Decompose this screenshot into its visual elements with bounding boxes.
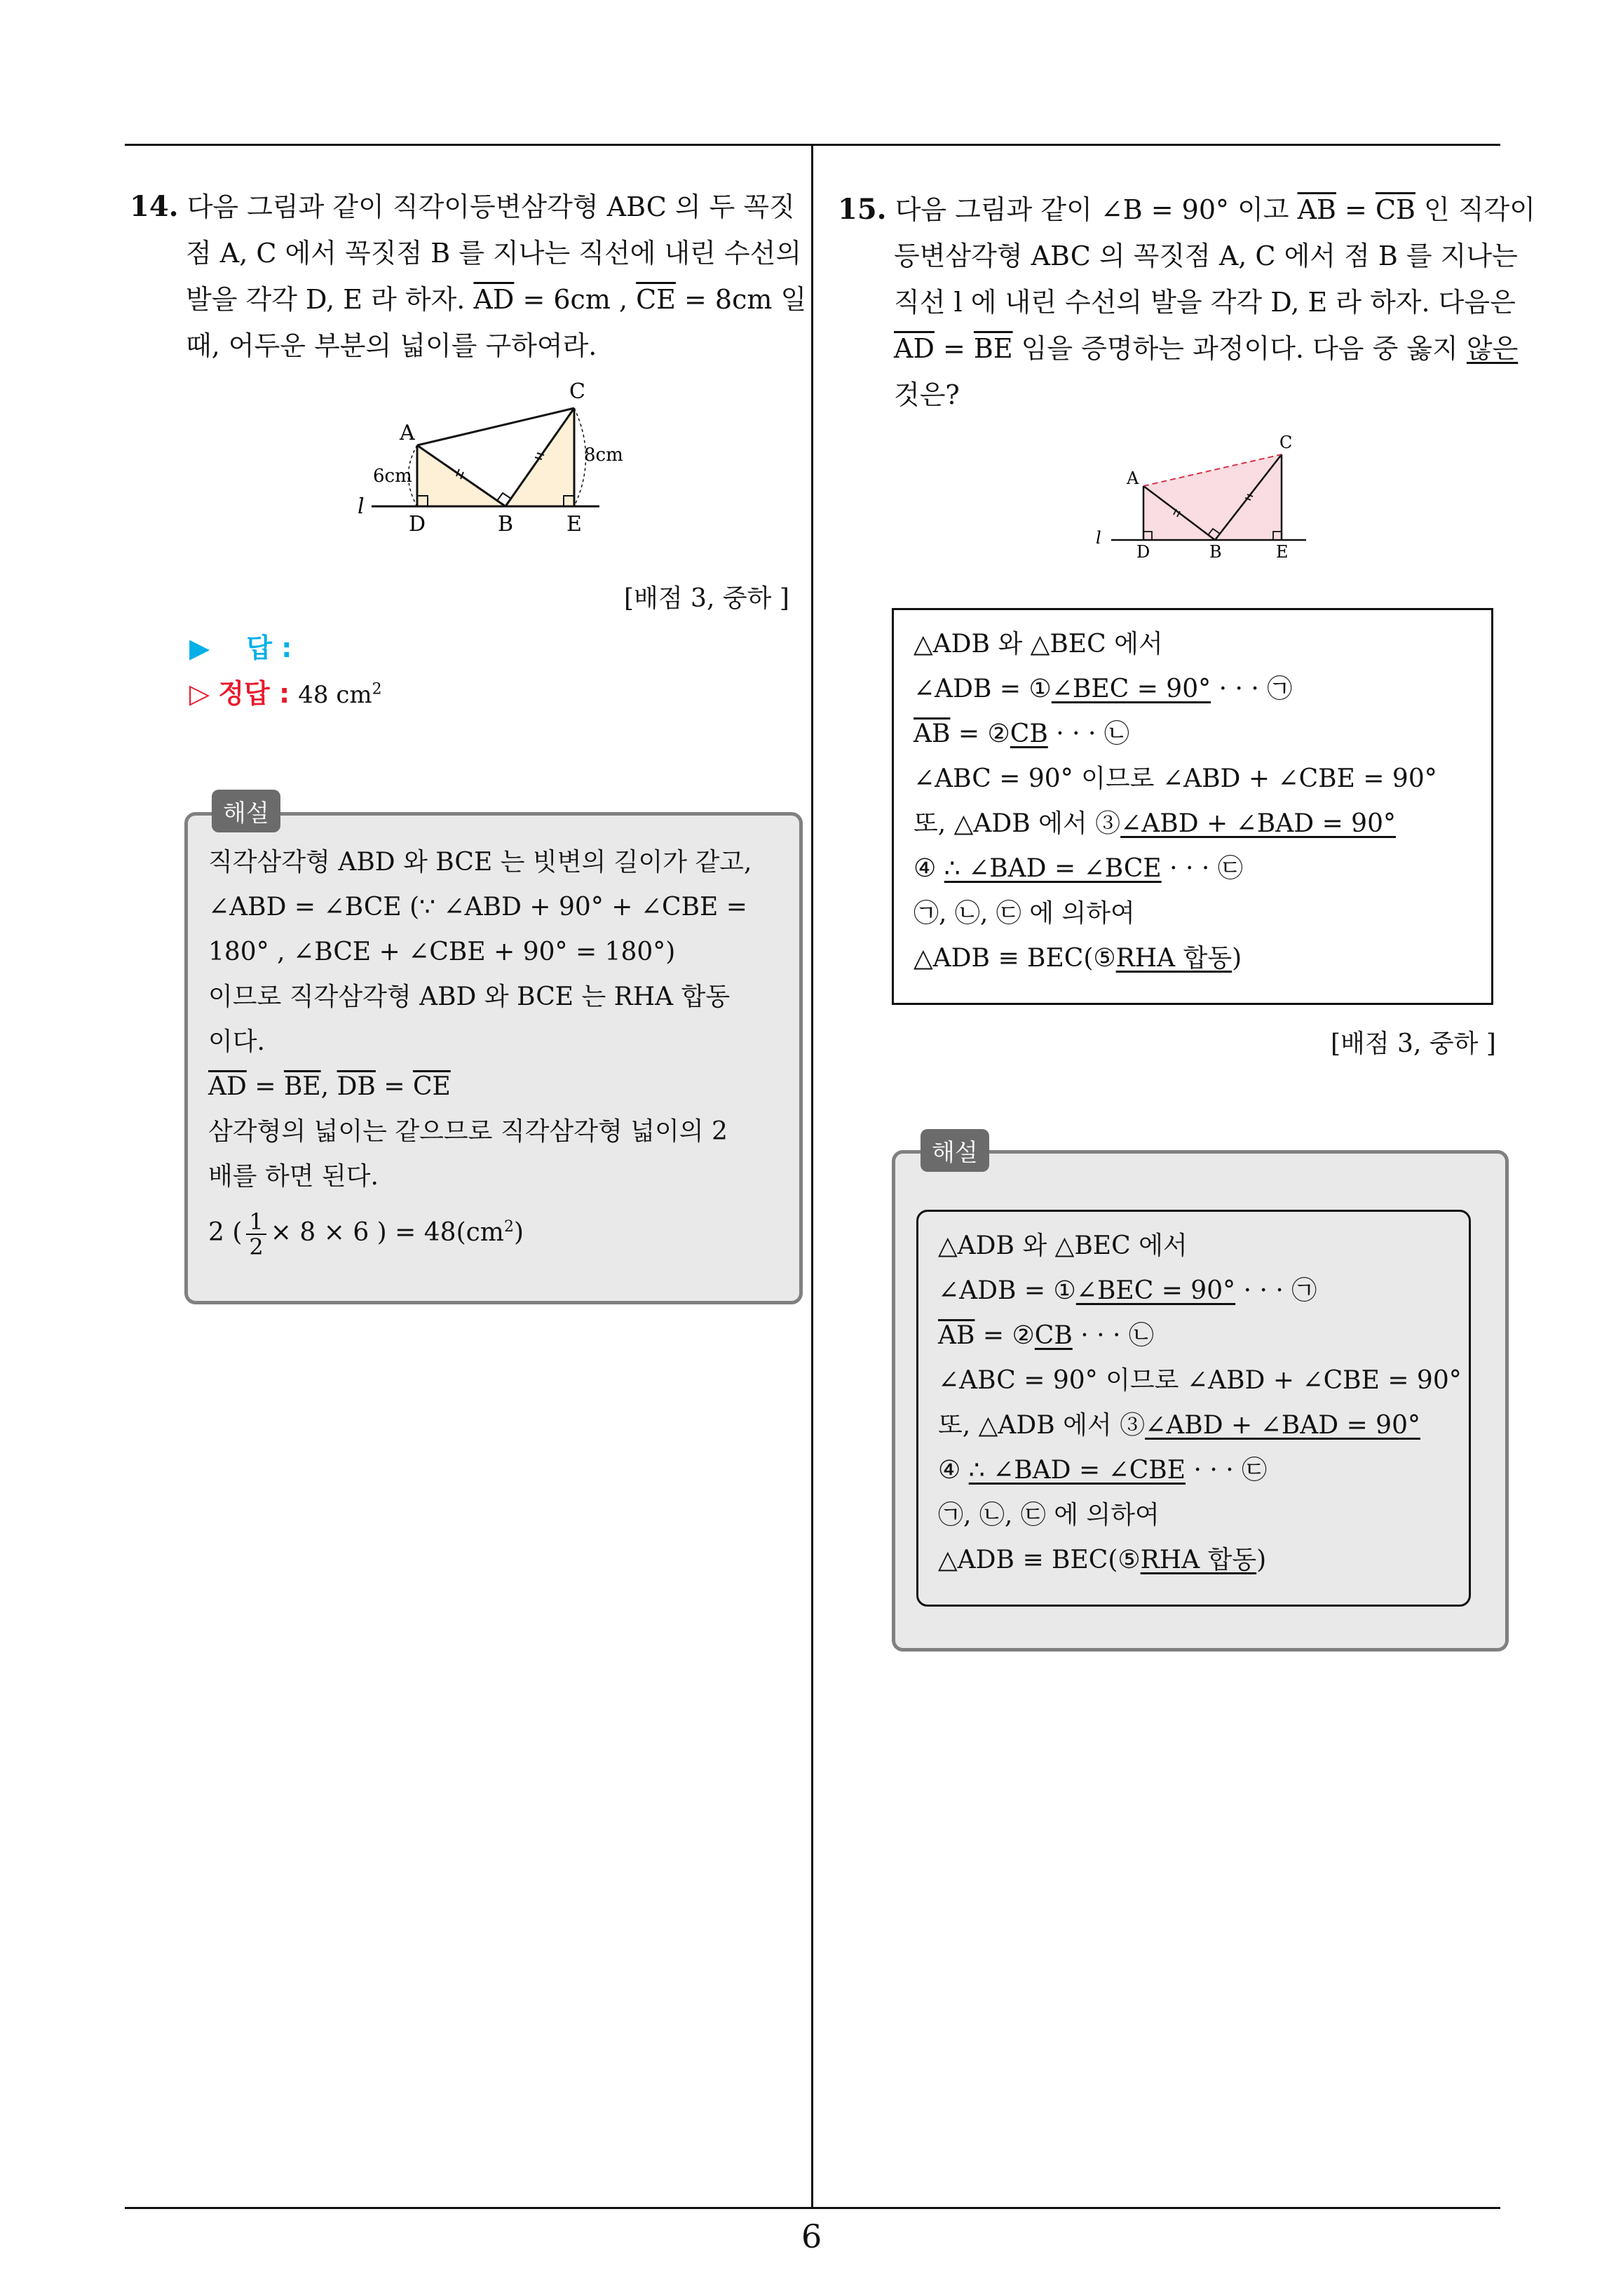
solution-tag-15: 해설: [921, 1129, 989, 1172]
q15-figure: [1083, 431, 1322, 561]
correct-answer-line: [189, 672, 382, 710]
question-line: 다음 그림과 같이 직각이등변삼각형 ABC 의 두 꼭짓: [186, 191, 795, 222]
outline-play-icon: ▷: [189, 678, 210, 709]
question-number: 14.: [130, 190, 179, 223]
label-b: B: [498, 512, 514, 536]
label-l: l: [358, 494, 365, 519]
label-a: A: [1127, 468, 1139, 488]
solution-text-14: [208, 840, 752, 1261]
not-emphasis: 않은: [1466, 333, 1519, 364]
page-number: 6: [801, 2217, 822, 2255]
question-line: 것은?: [894, 379, 960, 410]
score-14: [배점 3, 중하 ]: [624, 584, 789, 613]
solution-line: 배를 하면 된다.: [208, 1162, 379, 1191]
question-line: 점 A, C 에서 꼭짓점 B 를 지나는 직선에 내린 수선의: [186, 238, 802, 269]
proof-line: △ADB ≡ BEC(⑤RHA 합동): [914, 944, 1242, 973]
solution-calc: 2 ( $\frac{1}{2}$ × 8 × 6 ) = $48(cm^2)$: [208, 1208, 524, 1260]
question-number: 15.: [838, 193, 887, 226]
solution-line: 이다.: [208, 1027, 265, 1056]
question-15: 15. 다음 그림과 같이 ∠B = 90° 이고 $\overline{AB} = \overline{CB}$ 인 직각이 등변삼각형 ABC 의 꼭짓점 A, C 에서 점 B 를 지나는 직선 l 에 내린 수선의 발을 각각 D, E 라 하자. 다음은 $\overline{AD} = \overline{BE}$ 임을 증명하는 과정이다. 다음 중 옳지 않은 것은?: [838, 187, 1511, 418]
segment-ad: $\overline{AD}$: [473, 284, 515, 315]
label-b: B: [1209, 542, 1222, 561]
label-d: D: [409, 512, 426, 536]
label-a: A: [400, 421, 415, 445]
side-ac: [417, 408, 574, 445]
solution-line: ∠ADB = ①∠BEC = 90° · · · ㉠: [938, 1276, 1317, 1305]
solution-line: ㉠, ㉡, ㉢ 에 의하여: [938, 1501, 1160, 1529]
segment-ce: $\overline{CE}$: [636, 284, 676, 315]
label-c: C: [569, 379, 585, 404]
play-icon: ▶: [189, 633, 210, 663]
proof-text: [914, 622, 1437, 981]
solution-line: 직각삼각형 ABD 와 BCE 는 빗변의 길이가 같고,: [208, 848, 752, 877]
solution-line: ∠ABD = ∠BCE (∵ ∠ABD + 90° + ∠CBE =: [208, 893, 747, 921]
shaded-quad: [1143, 454, 1282, 540]
label-e: E: [1276, 542, 1289, 561]
q14-figure: [351, 375, 645, 540]
solution-text-15: [938, 1224, 1462, 1583]
solution-line: △ADB 와 △BEC 에서: [938, 1231, 1188, 1260]
solution-line: ∠ABC = 90° 이므로 ∠ABD + ∠CBE = 90°: [938, 1366, 1462, 1395]
label-6cm: 6cm: [373, 466, 412, 487]
question-14: [130, 184, 807, 369]
question-line: $\overline{AD} = \overline{BE}$ 임을 증명하는 과정이다. 다음 중 옳지 않은: [894, 333, 1519, 364]
question-line: 발을 각각 D, E 라 하자. $\overline{AD} = 6cm$ , $\overline{CE} = 8cm$ 일: [186, 284, 807, 315]
solution-line: ④ ∴ ∠BAD = ∠CBE · · · ㉢: [938, 1456, 1268, 1485]
solution-line: △ADB ≡ BEC(⑤RHA 합동): [938, 1546, 1267, 1574]
proof-line: $\overline{AB}$ = ②CB · · · ㉡: [914, 720, 1129, 748]
solution-line: $\overline{AB}$ = ②CB · · · ㉡: [938, 1321, 1154, 1350]
solution-line: $\overline{AD} = \overline{BE}$, $\overline{DB} = \overline{CE}$: [208, 1072, 451, 1101]
solution-line: 삼각형의 넓이는 같으므로 직각삼각형 넓이의 2: [208, 1117, 728, 1146]
solution-line: 이므로 직각삼각형 ABD 와 BCE 는 RHA 합동: [208, 982, 731, 1011]
solution-line: 180° , ∠BCE + ∠CBE + 90° = 180°): [208, 938, 676, 966]
proof-line: ∠ADB = ①∠BEC = 90° · · · ㉠: [914, 675, 1293, 703]
correct-value: 48 $cm^2$: [298, 680, 382, 709]
correct-label: 정답 :: [218, 678, 290, 709]
solution-line: 또, △ADB 에서 ③∠ABD + ∠BAD = 90°: [938, 1411, 1420, 1440]
label-c: C: [1279, 433, 1293, 452]
question-line: 때, 어두운 부분의 넓이를 구하여라.: [186, 330, 597, 361]
question-line: 직선 l 에 내린 수선의 발을 각각 D, E 라 하자. 다음은: [894, 287, 1516, 318]
bottom-rule: [125, 2207, 1500, 2209]
label-l: l: [1096, 528, 1101, 548]
proof-line: ④ ∴ ∠BAD = ∠BCE · · · ㉢: [914, 854, 1243, 883]
answer-label: 답 :: [246, 633, 292, 663]
solution-tag-14: 해설: [212, 790, 280, 832]
proof-line: ∠ABC = 90° 이므로 ∠ABD + ∠CBE = 90°: [914, 764, 1437, 793]
label-8cm: 8cm: [584, 445, 623, 466]
answer-line: [189, 626, 292, 665]
label-e: E: [566, 512, 582, 536]
column-divider: [811, 144, 813, 2208]
proof-line: △ADB 와 △BEC 에서: [914, 630, 1163, 659]
proof-line: 또, △ADB 에서 ③∠ABD + ∠BAD = 90°: [914, 809, 1396, 838]
proof-line: ㉠, ㉡, ㉢ 에 의하여: [914, 899, 1135, 928]
question-line: 등변삼각형 ABC 의 꼭짓점 A, C 에서 점 B 를 지나는: [894, 241, 1518, 271]
score-15: [배점 3, 중하 ]: [1331, 1029, 1496, 1058]
label-d: D: [1136, 542, 1150, 561]
